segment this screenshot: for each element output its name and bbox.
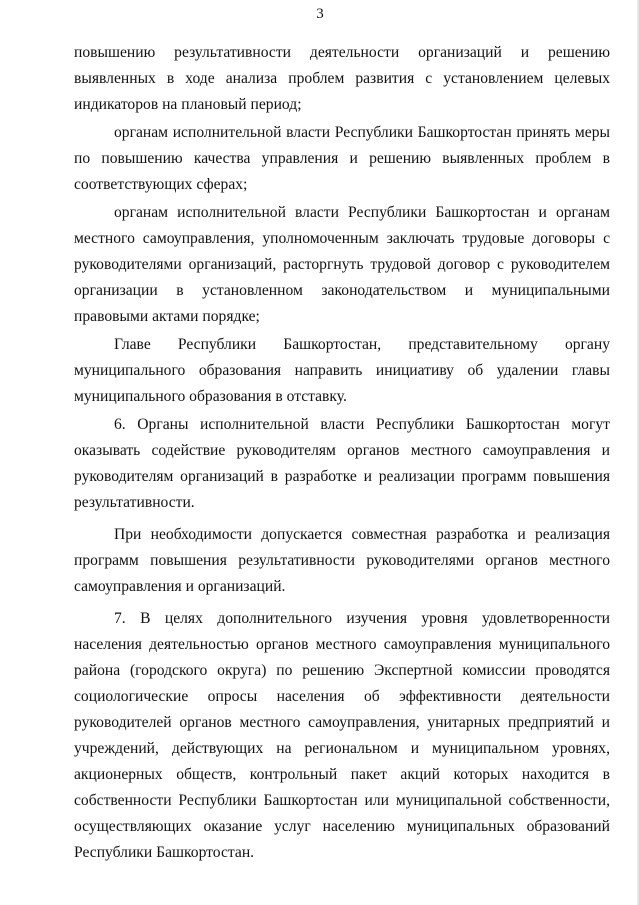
paragraph-item-7: 7. В целях дополнительного изучения уровня удовлетворенности населения деятельностью органов местного самоуправления муниципального района (городского округа) по решению Экспертной комиссии проводятся социологические опросы населения об эффективности деятельности руководителей органов местного самоуправления, унитарных предприятий и учреждений, действующих на региональном и муниципальном уровнях, акционерных обществ, контрольный пакет акций которых находится в собственности Республики Башкортостан или муниципальной собственности, осуществляющих оказание услуг населению муниципальных образований Республики Башкортостан.: [74, 610, 610, 861]
document-body: [74, 40, 610, 866]
paragraph-joint-development: При необходимости допускается совместная разработка и реализация программ повышения результативности руководителями органов местного самоуправления и организаций.: [74, 526, 610, 595]
paragraph-item-6: 6. Органы исполнительной власти Республики Башкортостан могут оказывать содействие руководителям органов местного самоуправления и руководителям организаций в разработке и реализации программ повышения результативности.: [74, 416, 610, 511]
paragraph-continuation: повышению результативности деятельности организаций и решению выявленных в ходе анализа проблем развития с установлением целевых индикаторов на плановый период;: [74, 44, 610, 113]
page-number: 3: [316, 6, 324, 22]
paragraph-executive-measures: органам исполнительной власти Республики Башкортостан принять меры по повышению качества управления и решению выявленных проблем в соответствующих сферах;: [74, 124, 610, 193]
paragraph-head-removal: Главе Республики Башкортостан, представительному органу муниципального образования направить инициативу об удалении главы муниципального образования в отставку.: [74, 336, 610, 405]
paragraph-terminate-contract: органам исполнительной власти Республики Башкортостан и органам местного самоуправления, уполномоченным заключать трудовые договоры с руководителями организаций, расторгнуть трудовой договор с руководителем организации в установленном законодательством и муниципальными правовыми актами порядке;: [74, 204, 610, 325]
